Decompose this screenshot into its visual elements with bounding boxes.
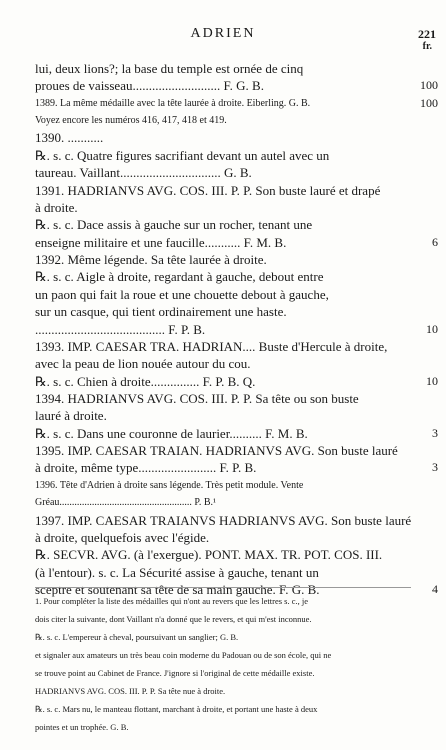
footnote-line: dois citer la suivante, dont Vaillant n'a donné que le revers, et qui m'est inconnue. [35, 614, 312, 624]
entry-line: à droite. [35, 200, 78, 215]
entry-line: ℞. s. c. Dace assis à gauche sur un rocher, tenant une [35, 217, 313, 232]
entry-line: enseigne militaire et une faucille........... F. M. B. [35, 235, 287, 250]
entry-line: 1397. IMP. CAESAR TRAIANVS HADRIANVS AVG. Son buste lauré [35, 513, 412, 528]
price-value: 100 [420, 96, 438, 110]
entry-line: (à l'entour). s. c. La Sécurité assise à gauche, tenant un [35, 565, 319, 580]
entry-line: lauré à droite. [35, 408, 107, 423]
entry-line: taureau. Vaillant............................... G. B. [35, 165, 252, 180]
price-value: 10 [426, 374, 438, 388]
entry-line: à droite, quelquefois avec l'égide. [35, 530, 210, 545]
price-value: 3 [432, 460, 438, 474]
price-value: 4 [432, 582, 438, 596]
footnote-line: pointes et un trophée. G. B. [35, 722, 129, 732]
price-value: 100 [420, 78, 438, 92]
entry-line: 1394. HADRIANVS AVG. COS. III. P. P. Sa tête ou son buste [35, 391, 359, 406]
entry-line: ℞. s. c. Chien à droite............... F. P. B. Q. [35, 374, 256, 389]
entry-line: 1395. IMP. CAESAR TRAIAN. HADRIANVS AVG. Son buste lauré [35, 443, 398, 458]
entry-line: ℞. s. c. Aigle à droite, regardant à gauche, debout entre [35, 269, 324, 284]
entry-line: ℞. s. c. Dans une couronne de laurier.......... F. M. B. [35, 426, 308, 441]
entry-line: 1389. La même médaille avec la tête laurée à droite. Eiberling. G. B. [35, 98, 311, 109]
footnote-line: ℞. s. c. Mars nu, le manteau flottant, marchant à droite, et portant une haste à deux [35, 704, 318, 714]
entry-line: 1391. HADRIANVS AVG. COS. III. P. P. Son buste lauré et drapé [35, 183, 381, 198]
entry-line: sceptre et soutenant sa tête de sa main gauche. F. G. B. [35, 582, 320, 597]
entry-line: Gréau..................................................... P. B.¹ [35, 497, 217, 508]
footnote-line: se trouve point au Cabinet de France. J'ignore si l'original de cette médaille existe. [35, 668, 315, 678]
running-title: ADRIEN [190, 26, 256, 41]
entry-line: 1390. ........... [35, 130, 104, 145]
entry-line: ........................................ F. P. B. [35, 322, 206, 337]
entry-line: proues de vaisseau........................... F. G. B. [35, 78, 264, 93]
footnote-line: et signaler aux amateurs un très beau coin moderne du Padouan ou de son école, qui ne [35, 650, 332, 660]
entry-line: à droite, même type........................ F. P. B. [35, 460, 257, 475]
price-value: 3 [432, 426, 438, 440]
price-column-label: fr. [422, 41, 432, 52]
entry-line: Voyez encore les numéros 416, 417, 418 et 419. [35, 115, 227, 126]
entry-line: avec la peau de lion nouée autour du cou. [35, 356, 251, 371]
footnote-line: HADRIANVS AVG. COS. III. P. P. Sa tête nue à droite. [35, 686, 226, 696]
footnote-line: 1. Pour compléter la liste des médailles qui n'ont au revers que les lettres s. c., je [35, 596, 308, 606]
page-number: 221 [418, 27, 436, 41]
footnote-line: ℞. s. c. L'empereur à cheval, poursuivant un sanglier; G. B. [35, 632, 239, 642]
price-value: 6 [432, 235, 438, 249]
footnote-separator [35, 587, 411, 588]
entry-line: ℞. s. c. Quatre figures sacrifiant devant un autel avec un [35, 148, 330, 163]
entry-line: ℞. SECVR. AVG. (à l'exergue). PONT. MAX. TR. POT. COS. III. [35, 547, 383, 562]
entry-line: un paon qui fait la roue et une chouette debout à gauche, [35, 287, 329, 302]
entry-line: 1393. IMP. CAESAR TRA. HADRIAN.... Buste d'Hercule à droite, [35, 339, 388, 354]
price-value: 10 [426, 322, 438, 336]
entry-line: 1396. Tête d'Adrien à droite sans légende. Très petit module. Vente [35, 480, 304, 491]
entry-line: lui, deux lions?; la base du temple est ornée de cinq [35, 61, 304, 76]
entry-line: 1392. Même légende. Sa tête laurée à droite. [35, 252, 267, 267]
entry-line: sur un casque, qui tient ordinairement une haste. [35, 304, 287, 319]
